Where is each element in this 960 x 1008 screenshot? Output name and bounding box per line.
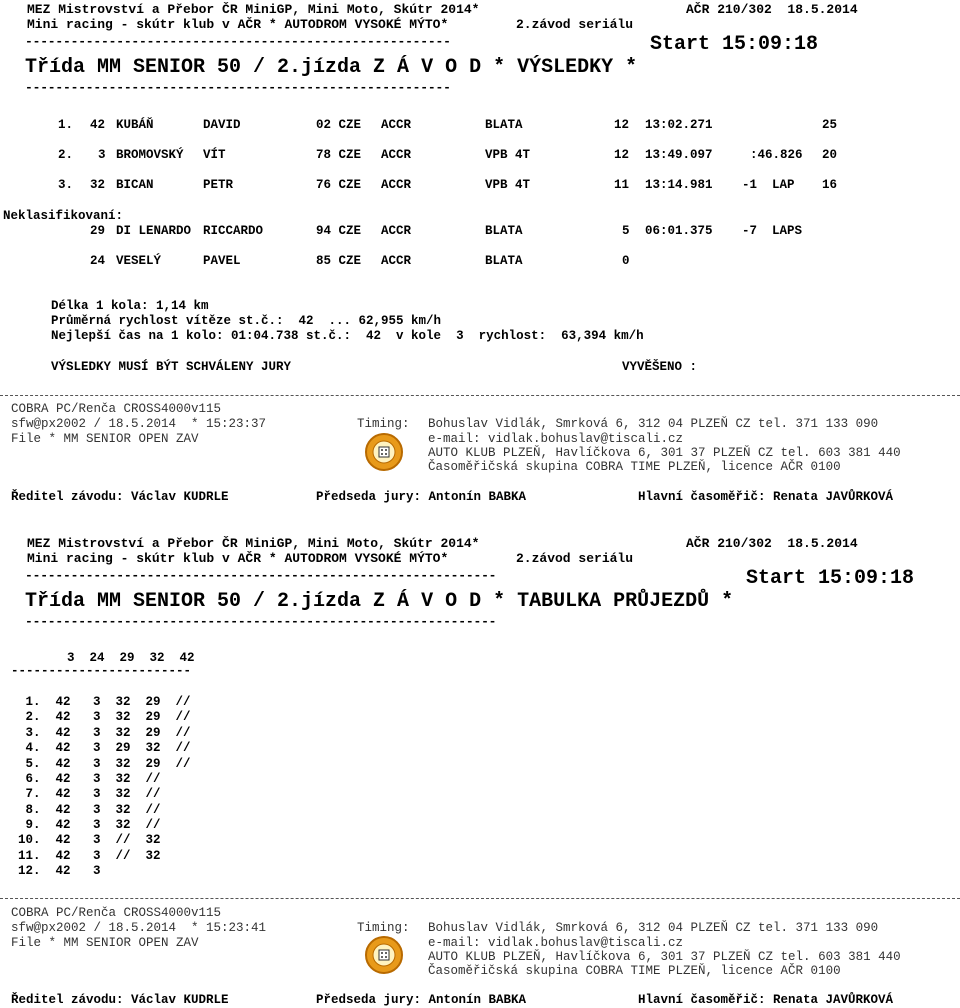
start-time: Start 15:09:18: [650, 33, 819, 56]
footer-divider: [0, 898, 960, 899]
timing-label: Timing:: [357, 921, 410, 935]
row-bike: VPB 4T: [485, 148, 531, 162]
row-team: ACCR: [381, 224, 412, 238]
row-time: 13:02.271: [645, 118, 713, 132]
row-firstname: DAVID: [203, 118, 241, 132]
table-row: 9. 42 3 32 //: [18, 818, 161, 832]
lap-chart-header: 3 24 29 32 42: [67, 651, 195, 665]
row-firstname: RICCARDO: [203, 224, 264, 238]
row-bike: BLATA: [485, 254, 523, 268]
row-laps: 12: [614, 118, 630, 132]
table-row: 8. 42 3 32 //: [18, 803, 161, 817]
page-title: Třída MM SENIOR 50 / 2.jízda Z Á V O D * TABULKA PRŮJEZDŮ *: [25, 590, 734, 613]
row-points: 16: [822, 178, 838, 192]
divider-bottom: --------------------------------------------------------------: [25, 614, 497, 629]
row-number: 42: [90, 118, 106, 132]
table-row: 5. 42 3 32 29 //: [18, 757, 191, 771]
table-row: 11. 42 3 // 32: [18, 849, 161, 863]
row-bike: BLATA: [485, 224, 523, 238]
row-code: 78 CZE: [316, 148, 362, 162]
jury-chair: Předseda jury: Antonín BABKA: [316, 490, 527, 504]
timing-contact: Bohuslav Vidlák, Smrková 6, 312 04 PLZEŇ CZ tel. 371 133 090: [428, 921, 879, 935]
timing-club: AUTO KLUB PLZEŇ, Havlíčkova 6, 301 37 PLZEŇ CZ tel. 603 381 440: [428, 950, 901, 964]
row-bike: BLATA: [485, 118, 523, 132]
timing-email: e-mail: vidlak.bohuslav@tiscali.cz: [428, 936, 684, 950]
row-gap: :46.826: [750, 148, 803, 162]
timing-club: AUTO KLUB PLZEŇ, Havlíčkova 6, 301 37 PLZEŇ CZ tel. 603 381 440: [428, 446, 901, 460]
print-stamp: sfw@px2002 / 18.5.2014 * 15:23:41: [11, 921, 267, 935]
software-version: COBRA PC/Renča CROSS4000v115: [11, 906, 222, 920]
row-position: 2.: [58, 148, 74, 162]
row-points: 20: [822, 148, 838, 162]
header-round: 2.závod seriálu: [516, 17, 634, 32]
row-number: 3: [98, 148, 106, 162]
row-firstname: PETR: [203, 178, 234, 192]
header-license: AČR 210/302 18.5.2014: [686, 536, 858, 551]
timing-group: Časoměřičská skupina COBRA TIME PLZEŇ, licence AČR 0100: [428, 964, 841, 978]
table-row: 2. 42 3 32 29 //: [18, 710, 191, 724]
row-time: 13:49.097: [645, 148, 713, 162]
row-code: 76 CZE: [316, 178, 362, 192]
header-event: MEZ Mistrovství a Přebor ČR MiniGP, Mini Moto, Skútr 2014*: [27, 536, 480, 551]
timing-label: Timing:: [357, 417, 410, 431]
row-number: 29: [90, 224, 106, 238]
row-gap: -1 LAP: [742, 178, 795, 192]
row-time: 06:01.375: [645, 224, 713, 238]
row-position: 1.: [58, 118, 74, 132]
row-surname: BICAN: [116, 178, 154, 192]
unclassified-label: Neklasifikovaní:: [3, 209, 124, 223]
table-row: 12. 42 3: [18, 864, 101, 878]
row-team: ACCR: [381, 254, 412, 268]
timing-group: Časoměřičská skupina COBRA TIME PLZEŇ, licence AČR 0100: [428, 460, 841, 474]
row-firstname: PAVEL: [203, 254, 241, 268]
jury-note: VÝSLEDKY MUSÍ BÝT SCHVÁLENY JURY: [51, 360, 292, 374]
row-bike: VPB 4T: [485, 178, 531, 192]
best-lap: Nejlepší čas na 1 kolo: 01:04.738 st.č.: 42 v kole 3 rychlost: 63,394 km/h: [51, 329, 644, 343]
row-number: 24: [90, 254, 106, 268]
row-code: 94 CZE: [316, 224, 362, 238]
file-name: File * MM SENIOR OPEN ZAV: [11, 936, 199, 950]
cobra-time-logo-icon: [364, 935, 404, 975]
lap-chart-divider: ------------------------: [11, 664, 192, 678]
row-gap: -7 LAPS: [742, 224, 803, 238]
row-time: 13:14.981: [645, 178, 713, 192]
table-row: 3. 42 3 32 29 //: [18, 726, 191, 740]
header-organizer: Mini racing - skútr klub v AČR * AUTODROM VYSOKÉ MÝTO*: [27, 17, 449, 32]
row-surname: BROMOVSKÝ: [116, 148, 184, 162]
software-version: COBRA PC/Renča CROSS4000v115: [11, 402, 222, 416]
divider-top: --------------------------------------------------------------: [25, 568, 497, 583]
chief-timekeeper: Hlavní časoměřič: Renata JAVŮRKOVÁ: [638, 490, 894, 504]
row-team: ACCR: [381, 118, 412, 132]
timing-contact: Bohuslav Vidlák, Smrková 6, 312 04 PLZEŇ CZ tel. 371 133 090: [428, 417, 879, 431]
row-surname: KUBÁŇ: [116, 118, 154, 132]
race-director: Ředitel závodu: Václav KUDRLE: [11, 993, 229, 1007]
footer-divider: [0, 395, 960, 396]
page-title: Třída MM SENIOR 50 / 2.jízda Z Á V O D * VÝSLEDKY *: [25, 56, 638, 79]
table-row: 7. 42 3 32 //: [18, 787, 161, 801]
header-event: MEZ Mistrovství a Přebor ČR MiniGP, Mini Moto, Skútr 2014*: [27, 2, 480, 17]
row-number: 32: [90, 178, 106, 192]
row-laps: 0: [622, 254, 630, 268]
row-surname: VESELÝ: [116, 254, 162, 268]
row-laps: 12: [614, 148, 630, 162]
row-laps: 5: [622, 224, 630, 238]
row-firstname: VÍT: [203, 148, 226, 162]
divider-top: --------------------------------------------------------: [25, 34, 451, 49]
posted-label: VYVĚŠENO :: [622, 360, 698, 374]
row-position: 3.: [58, 178, 74, 192]
header-round: 2.závod seriálu: [516, 551, 634, 566]
table-row: 1. 42 3 32 29 //: [18, 695, 191, 709]
print-stamp: sfw@px2002 / 18.5.2014 * 15:23:37: [11, 417, 267, 431]
row-team: ACCR: [381, 178, 412, 192]
jury-chair: Předseda jury: Antonín BABKA: [316, 993, 527, 1007]
race-director: Ředitel závodu: Václav KUDRLE: [11, 490, 229, 504]
table-row: 6. 42 3 32 //: [18, 772, 161, 786]
row-laps: 11: [614, 178, 630, 192]
cobra-time-logo-icon: [364, 432, 404, 472]
average-speed: Průměrná rychlost vítěze st.č.: 42 ... 62,955 km/h: [51, 314, 442, 328]
table-row: 4. 42 3 29 32 //: [18, 741, 191, 755]
row-code: 02 CZE: [316, 118, 362, 132]
row-surname: DI LENARDO: [116, 224, 192, 238]
timing-email: e-mail: vidlak.bohuslav@tiscali.cz: [428, 432, 684, 446]
row-team: ACCR: [381, 148, 412, 162]
lap-length: Délka 1 kola: 1,14 km: [51, 299, 209, 313]
chief-timekeeper: Hlavní časoměřič: Renata JAVŮRKOVÁ: [638, 993, 894, 1007]
row-points: 25: [822, 118, 838, 132]
header-organizer: Mini racing - skútr klub v AČR * AUTODROM VYSOKÉ MÝTO*: [27, 551, 449, 566]
file-name: File * MM SENIOR OPEN ZAV: [11, 432, 199, 446]
divider-bottom: --------------------------------------------------------: [25, 80, 451, 95]
row-code: 85 CZE: [316, 254, 362, 268]
header-license: AČR 210/302 18.5.2014: [686, 2, 858, 17]
table-row: 10. 42 3 // 32: [18, 833, 161, 847]
start-time: Start 15:09:18: [746, 567, 915, 590]
